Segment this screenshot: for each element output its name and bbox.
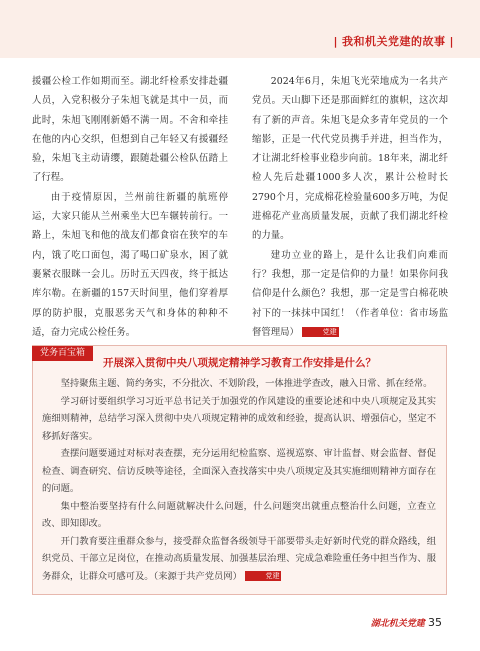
page-number: 35 [428, 616, 442, 629]
page-footer [371, 616, 442, 629]
paragraph: 援疆公检工作如期而至。湖北纤检系安排赴疆人员，入党积极分子朱旭飞就是其中一员，而此时，朱旭飞刚刚新婚不满一周。不舍和牵挂在他的内心交织，但想到自己年轻又有援疆经验，朱旭飞主动请缨，跟随赴疆公检队伍踏上了行程。 [32, 76, 228, 184]
info-box-body [42, 375, 436, 585]
magazine-brand-logo: 湖北机关党建 [370, 619, 425, 629]
end-badge: 党建 [302, 327, 339, 337]
info-paragraph [42, 533, 436, 586]
paragraph [252, 246, 448, 342]
header-band [0, 0, 480, 58]
title-divider-right: | [449, 35, 454, 48]
info-paragraph: 查摆问题要通过对标对表查摆，充分运用纪检监察、巡视巡察、审计监督、财会监督、督促检查、调查研究、信访反映等途径，全面深入查找落实中央八项规定及其实施细则精神方面存在的问题。 [42, 448, 436, 494]
section-title-text: 我和机关党建的故事 [341, 35, 446, 48]
info-paragraph-text: 开门教育要注重群众参与，接受群众监督各级领导干部要带头走好新时代党的群众路线，组织党员、干部立足岗位，在推动高质量发展、加强基层治理、完成急难险重任务中担当作为、服务群众，让群众可感可及。（来源于共产党员网） [42, 535, 436, 582]
right-column [252, 72, 448, 342]
paragraph-text: 建功立业的路上，是什么让我们向难而行？我想，那一定是信仰的力量！如果你问我信仰是什么颜色？我想，那一定是雪白棉花映衬下的一抹抹中国红！（作者单位：省市场监督管理局） [252, 249, 448, 338]
info-box-tag: 党务百宝箱 [32, 346, 93, 361]
info-paragraph: 学习研讨要组织学习习近平总书记关于加强党的作风建设的重要论述和中央八项规定及其实施细则精神，总结学习深入贯彻中央八项规定精神的成效和经验，提高认识、增强信心，坚定不移抓好落实。 [42, 395, 436, 442]
section-title [329, 33, 458, 49]
info-box-title: 开展深入贯彻中央八项规定精神学习教育工作安排是什么？ [103, 357, 376, 369]
info-paragraph: 坚持聚焦主题、简约务实，不分批次、不划阶段，一体推进学查改，融入日常、抓在经常。 [60, 378, 433, 389]
info-paragraph: 集中整治要坚持有什么问题就解决什么问题，什么问题突出就重点整治什么问题，立查立改、即知即改。 [42, 500, 436, 529]
paragraph: 2024年6月，朱旭飞光荣地成为一名共产党员。天山脚下还是那面鲜红的旗帜，这次却有了新的声音。朱旭飞是众多青年党员的一个缩影，正是一代代党员携手并进，担当作为，才让湖北纤检事业稳步向前。18年来，湖北纤检人先后赴疆1000多人次，累计公检时长2790个月，完成棉花检验量600多万吨，为促进棉花产业高质量发展，贡献了我们湖北纤检的力量。 [252, 76, 448, 242]
title-divider-left: | [333, 35, 338, 48]
end-badge: 党建 [245, 571, 282, 581]
paragraph: 由于疫情原因，兰州前往新疆的航班停运，大家只能从兰州乘坐大巴车辗转前行。一路上，朱旭飞和他的战友们都食宿在狭窄的车内，饿了吃口面包，渴了喝口矿泉水，困了就裹紧衣服眯一会儿。历时五天四夜，终于抵达库尔勒。在新疆的157天时间里，他们穿着厚厚的防护服，克服恶劣天气和身体的种种不适，奋力完成公检任务。 [32, 191, 228, 338]
left-column [32, 72, 228, 342]
